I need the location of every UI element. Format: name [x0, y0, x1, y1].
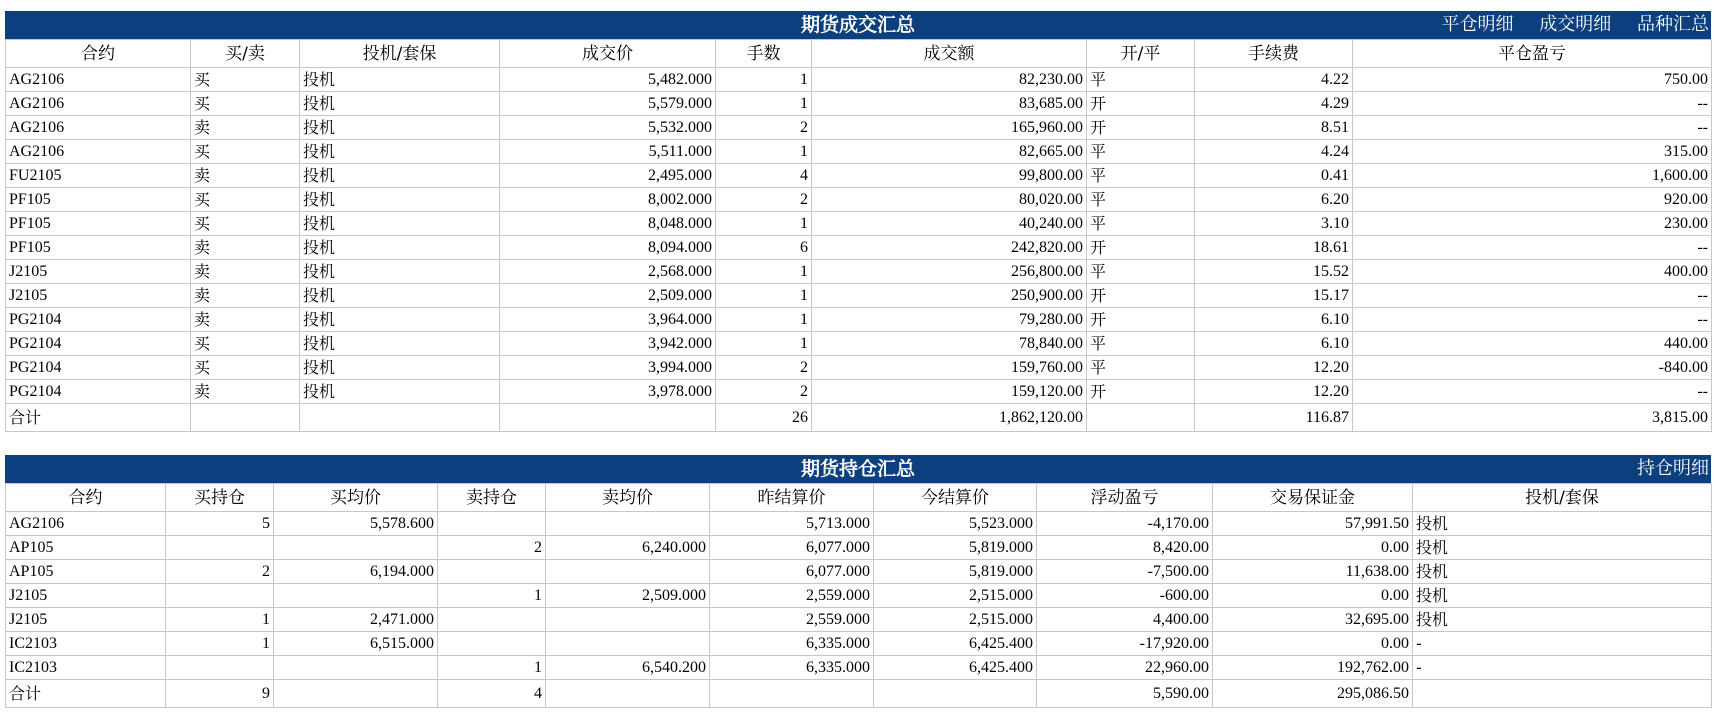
buy-sell-cell: 卖: [191, 116, 300, 140]
fee-cell: 15.52: [1195, 260, 1353, 284]
sell-avg-price-cell: 6,540.200: [546, 656, 710, 680]
close-pnl-cell: 1,600.00: [1353, 164, 1712, 188]
total-prev-settle-cell: [710, 680, 874, 708]
float-pnl-cell: -17,920.00: [1037, 632, 1213, 656]
fee-cell: 8.51: [1195, 116, 1353, 140]
contract-cell: PG2104: [6, 308, 191, 332]
sell-position-cell: 1: [438, 656, 546, 680]
column-header: 合约: [6, 40, 191, 68]
open-close-cell: 平: [1087, 140, 1195, 164]
prev-settle-cell: 2,559.000: [710, 584, 874, 608]
buy-avg-price-cell: 6,194.000: [274, 560, 438, 584]
open-close-cell: 平: [1087, 212, 1195, 236]
buy-sell-cell: 买: [191, 356, 300, 380]
amount-cell: 83,685.00: [812, 92, 1087, 116]
position-summary-table: [5, 483, 1712, 708]
today-settle-cell: 5,523.000: [874, 512, 1037, 536]
spec-hedge-cell: 投机: [300, 356, 500, 380]
contract-cell: AG2106: [6, 68, 191, 92]
fee-cell: 4.24: [1195, 140, 1353, 164]
contract-cell: PG2104: [6, 356, 191, 380]
column-header: 手数: [716, 40, 812, 68]
table-row: [6, 332, 1712, 356]
buy-sell-cell: 买: [191, 332, 300, 356]
contract-cell: AG2106: [6, 92, 191, 116]
close-pnl-cell: --: [1353, 236, 1712, 260]
contract-cell: PF105: [6, 236, 191, 260]
float-pnl-cell: 4,400.00: [1037, 608, 1213, 632]
table-row: [6, 260, 1712, 284]
fee-cell: 12.20: [1195, 380, 1353, 404]
contract-cell: AG2106: [6, 140, 191, 164]
total-buy-avg-price-cell: [274, 680, 438, 708]
price-cell: 8,048.000: [500, 212, 716, 236]
float-pnl-cell: -4,170.00: [1037, 512, 1213, 536]
margin-cell: 192,762.00: [1213, 656, 1413, 680]
buy-sell-cell: 买: [191, 212, 300, 236]
column-header: 浮动盈亏: [1037, 484, 1213, 512]
buy-avg-price-cell: 5,578.600: [274, 512, 438, 536]
amount-cell: 256,800.00: [812, 260, 1087, 284]
buy-sell-cell: 买: [191, 140, 300, 164]
prev-settle-cell: 6,077.000: [710, 536, 874, 560]
fee-cell: 18.61: [1195, 236, 1353, 260]
fee-cell: 12.20: [1195, 356, 1353, 380]
prev-settle-cell: 6,335.000: [710, 632, 874, 656]
margin-cell: 11,638.00: [1213, 560, 1413, 584]
column-header: 投机/套保: [1413, 484, 1712, 512]
trade-summary-header: [5, 11, 1711, 39]
prev-settle-cell: 6,335.000: [710, 656, 874, 680]
buy-avg-price-cell: [274, 656, 438, 680]
lots-cell: 1: [716, 68, 812, 92]
fee-cell: 6.20: [1195, 188, 1353, 212]
column-header: 卖持仓: [438, 484, 546, 512]
price-cell: 2,495.000: [500, 164, 716, 188]
total-close-pnl-cell: 3,815.00: [1353, 404, 1712, 432]
amount-cell: 80,020.00: [812, 188, 1087, 212]
buy-position-cell: 2: [166, 560, 274, 584]
buy-position-cell: [166, 584, 274, 608]
close-pnl-cell: -840.00: [1353, 356, 1712, 380]
lots-cell: 1: [716, 308, 812, 332]
spec-hedge-cell: 投机: [300, 188, 500, 212]
amount-cell: 79,280.00: [812, 308, 1087, 332]
today-settle-cell: 5,819.000: [874, 560, 1037, 584]
fee-cell: 15.17: [1195, 284, 1353, 308]
margin-cell: 57,991.50: [1213, 512, 1413, 536]
position-summary-links: [1617, 455, 1709, 483]
total-amount-cell: 1,862,120.00: [812, 404, 1087, 432]
sell-position-cell: 2: [438, 536, 546, 560]
today-settle-cell: 2,515.000: [874, 608, 1037, 632]
price-cell: 5,579.000: [500, 92, 716, 116]
close-pnl-cell: --: [1353, 380, 1712, 404]
open-close-cell: 平: [1087, 260, 1195, 284]
float-pnl-cell: 22,960.00: [1037, 656, 1213, 680]
contract-cell: J2105: [6, 284, 191, 308]
open-close-cell: 开: [1087, 308, 1195, 332]
sell-avg-price-cell: 6,240.000: [546, 536, 710, 560]
spec-hedge-cell: 投机: [300, 260, 500, 284]
table-row: [6, 284, 1712, 308]
today-settle-cell: 2,515.000: [874, 584, 1037, 608]
amount-cell: 99,800.00: [812, 164, 1087, 188]
open-close-cell: 平: [1087, 356, 1195, 380]
total-spec-hedge-cell: [1413, 680, 1712, 708]
column-header: 合约: [6, 484, 166, 512]
open-close-cell: 平: [1087, 188, 1195, 212]
amount-cell: 82,665.00: [812, 140, 1087, 164]
fee-cell: 3.10: [1195, 212, 1353, 236]
table-row: [6, 656, 1712, 680]
sell-avg-price-cell: [546, 560, 710, 584]
contract-cell: PG2104: [6, 332, 191, 356]
lots-cell: 6: [716, 236, 812, 260]
column-header: 买/卖: [191, 40, 300, 68]
table-row: [6, 536, 1712, 560]
contract-cell: AG2106: [6, 116, 191, 140]
buy-position-cell: [166, 536, 274, 560]
position-summary-panel: [5, 455, 1711, 708]
prev-settle-cell: 2,559.000: [710, 608, 874, 632]
total-spec-hedge-cell: [300, 404, 500, 432]
price-cell: 8,002.000: [500, 188, 716, 212]
spec-hedge-cell: 投机: [1413, 536, 1712, 560]
amount-cell: 40,240.00: [812, 212, 1087, 236]
spec-hedge-cell: 投机: [1413, 512, 1712, 536]
open-close-cell: 开: [1087, 284, 1195, 308]
lots-cell: 1: [716, 140, 812, 164]
price-cell: 5,532.000: [500, 116, 716, 140]
contract-cell: AP105: [6, 560, 166, 584]
column-header: 投机/套保: [300, 40, 500, 68]
buy-position-cell: 1: [166, 632, 274, 656]
price-cell: 3,964.000: [500, 308, 716, 332]
contract-cell: J2105: [6, 608, 166, 632]
table-row: [6, 188, 1712, 212]
amount-cell: 82,230.00: [812, 68, 1087, 92]
lots-cell: 1: [716, 284, 812, 308]
column-header: 手续费: [1195, 40, 1353, 68]
total-buy-position-cell: 9: [166, 680, 274, 708]
buy-avg-price-cell: [274, 536, 438, 560]
contract-cell: AG2106: [6, 512, 166, 536]
price-cell: 5,482.000: [500, 68, 716, 92]
table-row: [6, 560, 1712, 584]
spec-hedge-cell: 投机: [300, 236, 500, 260]
total-float-pnl-cell: 5,590.00: [1037, 680, 1213, 708]
position-detail-link[interactable]: 持仓明细: [1637, 458, 1709, 479]
column-header: 交易保证金: [1213, 484, 1413, 512]
buy-position-cell: 1: [166, 608, 274, 632]
close-pnl-cell: 400.00: [1353, 260, 1712, 284]
buy-sell-cell: 卖: [191, 284, 300, 308]
fee-cell: 6.10: [1195, 308, 1353, 332]
price-cell: 2,568.000: [500, 260, 716, 284]
spec-hedge-cell: 投机: [300, 92, 500, 116]
table-row: [6, 140, 1712, 164]
spec-hedge-cell: 投机: [300, 212, 500, 236]
total-fee-cell: 116.87: [1195, 404, 1353, 432]
table-row: [6, 380, 1712, 404]
float-pnl-cell: -7,500.00: [1037, 560, 1213, 584]
lots-cell: 1: [716, 260, 812, 284]
table-row: [6, 92, 1712, 116]
spec-hedge-cell: 投机: [300, 116, 500, 140]
contract-cell: PF105: [6, 212, 191, 236]
trade-detail-link[interactable]: 成交明细: [1539, 14, 1612, 35]
open-close-cell: 平: [1087, 332, 1195, 356]
close-pnl-cell: --: [1353, 308, 1712, 332]
table-row: [6, 356, 1712, 380]
margin-cell: 0.00: [1213, 584, 1413, 608]
open-close-cell: 开: [1087, 236, 1195, 260]
sell-avg-price-cell: [546, 632, 710, 656]
total-row: [6, 404, 1712, 432]
total-label: 合计: [6, 404, 191, 432]
spec-hedge-cell: 投机: [300, 140, 500, 164]
open-close-cell: 开: [1087, 92, 1195, 116]
lots-cell: 2: [716, 116, 812, 140]
table-header-row: [6, 40, 1712, 68]
buy-position-cell: [166, 656, 274, 680]
trade-summary-links: [1422, 11, 1709, 39]
close-pnl-cell: --: [1353, 116, 1712, 140]
prev-settle-cell: 5,713.000: [710, 512, 874, 536]
column-header: 今结算价: [874, 484, 1037, 512]
sell-position-cell: [438, 608, 546, 632]
spec-hedge-cell: 投机: [300, 332, 500, 356]
contract-cell: IC2103: [6, 632, 166, 656]
spec-hedge-cell: 投机: [300, 68, 500, 92]
open-close-cell: 平: [1087, 164, 1195, 188]
buy-avg-price-cell: 2,471.000: [274, 608, 438, 632]
contract-cell: J2105: [6, 260, 191, 284]
spec-hedge-cell: 投机: [1413, 560, 1712, 584]
table-row: [6, 116, 1712, 140]
buy-avg-price-cell: [274, 584, 438, 608]
today-settle-cell: 6,425.400: [874, 656, 1037, 680]
total-lots-cell: 26: [716, 404, 812, 432]
close-pnl-cell: 920.00: [1353, 188, 1712, 212]
price-cell: 8,094.000: [500, 236, 716, 260]
buy-sell-cell: 卖: [191, 236, 300, 260]
spec-hedge-cell: 投机: [1413, 584, 1712, 608]
buy-sell-cell: 卖: [191, 260, 300, 284]
table-row: [6, 608, 1712, 632]
spec-hedge-cell: 投机: [1413, 608, 1712, 632]
sell-position-cell: [438, 512, 546, 536]
margin-cell: 32,695.00: [1213, 608, 1413, 632]
sell-avg-price-cell: [546, 512, 710, 536]
table-row: [6, 632, 1712, 656]
spec-hedge-cell: 投机: [300, 284, 500, 308]
column-header: 买持仓: [166, 484, 274, 512]
spec-hedge-cell: 投机: [300, 164, 500, 188]
lots-cell: 1: [716, 212, 812, 236]
table-row: [6, 212, 1712, 236]
spec-hedge-cell: -: [1413, 632, 1712, 656]
sell-position-cell: [438, 560, 546, 584]
contract-cell: PF105: [6, 188, 191, 212]
column-header: 买均价: [274, 484, 438, 512]
total-sell-position-cell: 4: [438, 680, 546, 708]
float-pnl-cell: -600.00: [1037, 584, 1213, 608]
contract-cell: J2105: [6, 584, 166, 608]
total-sell-avg-price-cell: [546, 680, 710, 708]
amount-cell: 78,840.00: [812, 332, 1087, 356]
float-pnl-cell: 8,420.00: [1037, 536, 1213, 560]
table-row: [6, 308, 1712, 332]
total-row: [6, 680, 1712, 708]
lots-cell: 2: [716, 188, 812, 212]
amount-cell: 159,760.00: [812, 356, 1087, 380]
today-settle-cell: 6,425.400: [874, 632, 1037, 656]
trade-summary-title: 期货成交汇总: [800, 14, 915, 36]
lots-cell: 2: [716, 356, 812, 380]
spec-hedge-cell: 投机: [300, 380, 500, 404]
buy-sell-cell: 买: [191, 188, 300, 212]
buy-position-cell: 5: [166, 512, 274, 536]
lots-cell: 1: [716, 92, 812, 116]
column-header: 平仓盈亏: [1353, 40, 1712, 68]
fee-cell: 0.41: [1195, 164, 1353, 188]
prev-settle-cell: 6,077.000: [710, 560, 874, 584]
close-pnl-cell: --: [1353, 92, 1712, 116]
buy-avg-price-cell: 6,515.000: [274, 632, 438, 656]
total-margin-cell: 295,086.50: [1213, 680, 1413, 708]
column-header: 成交额: [812, 40, 1087, 68]
total-open-close-cell: [1087, 404, 1195, 432]
table-row: [6, 236, 1712, 260]
table-row: [6, 68, 1712, 92]
price-cell: 3,994.000: [500, 356, 716, 380]
sell-position-cell: 1: [438, 584, 546, 608]
amount-cell: 250,900.00: [812, 284, 1087, 308]
close-pnl-cell: 315.00: [1353, 140, 1712, 164]
position-summary-header: [5, 455, 1711, 483]
price-cell: 5,511.000: [500, 140, 716, 164]
close-pnl-cell: 440.00: [1353, 332, 1712, 356]
fee-cell: 4.29: [1195, 92, 1353, 116]
trade-summary-panel: [5, 11, 1711, 432]
today-settle-cell: 5,819.000: [874, 536, 1037, 560]
fee-cell: 6.10: [1195, 332, 1353, 356]
buy-sell-cell: 卖: [191, 164, 300, 188]
amount-cell: 165,960.00: [812, 116, 1087, 140]
table-row: [6, 584, 1712, 608]
total-price-cell: [500, 404, 716, 432]
total-buy-sell-cell: [191, 404, 300, 432]
price-cell: 2,509.000: [500, 284, 716, 308]
amount-cell: 242,820.00: [812, 236, 1087, 260]
close-pnl-cell: 230.00: [1353, 212, 1712, 236]
open-close-cell: 开: [1087, 380, 1195, 404]
amount-cell: 159,120.00: [812, 380, 1087, 404]
column-header: 卖均价: [546, 484, 710, 512]
spec-hedge-cell: -: [1413, 656, 1712, 680]
lots-cell: 4: [716, 164, 812, 188]
open-close-cell: 平: [1087, 68, 1195, 92]
sell-avg-price-cell: [546, 608, 710, 632]
price-cell: 3,942.000: [500, 332, 716, 356]
product-summary-link[interactable]: 品种汇总: [1637, 14, 1709, 35]
table-row: [6, 512, 1712, 536]
column-header: 开/平: [1087, 40, 1195, 68]
open-close-cell: 开: [1087, 116, 1195, 140]
price-cell: 3,978.000: [500, 380, 716, 404]
spec-hedge-cell: 投机: [300, 308, 500, 332]
fee-cell: 4.22: [1195, 68, 1353, 92]
margin-cell: 0.00: [1213, 536, 1413, 560]
total-label: 合计: [6, 680, 166, 708]
buy-sell-cell: 买: [191, 68, 300, 92]
close-pnl-cell: 750.00: [1353, 68, 1712, 92]
lots-cell: 2: [716, 380, 812, 404]
column-header: 昨结算价: [710, 484, 874, 512]
position-summary-title: 期货持仓汇总: [800, 458, 915, 480]
buy-sell-cell: 卖: [191, 308, 300, 332]
trade-summary-table: [5, 39, 1712, 432]
column-header: 成交价: [500, 40, 716, 68]
buy-sell-cell: 买: [191, 92, 300, 116]
total-today-settle-cell: [874, 680, 1037, 708]
table-header-row: [6, 484, 1712, 512]
contract-cell: IC2103: [6, 656, 166, 680]
sell-avg-price-cell: 2,509.000: [546, 584, 710, 608]
contract-cell: FU2105: [6, 164, 191, 188]
table-row: [6, 164, 1712, 188]
lots-cell: 1: [716, 332, 812, 356]
contract-cell: PG2104: [6, 380, 191, 404]
sell-position-cell: [438, 632, 546, 656]
close-pnl-cell: --: [1353, 284, 1712, 308]
margin-cell: 0.00: [1213, 632, 1413, 656]
contract-cell: AP105: [6, 536, 166, 560]
buy-sell-cell: 卖: [191, 380, 300, 404]
close-position-detail-link[interactable]: 平仓明细: [1441, 14, 1514, 35]
